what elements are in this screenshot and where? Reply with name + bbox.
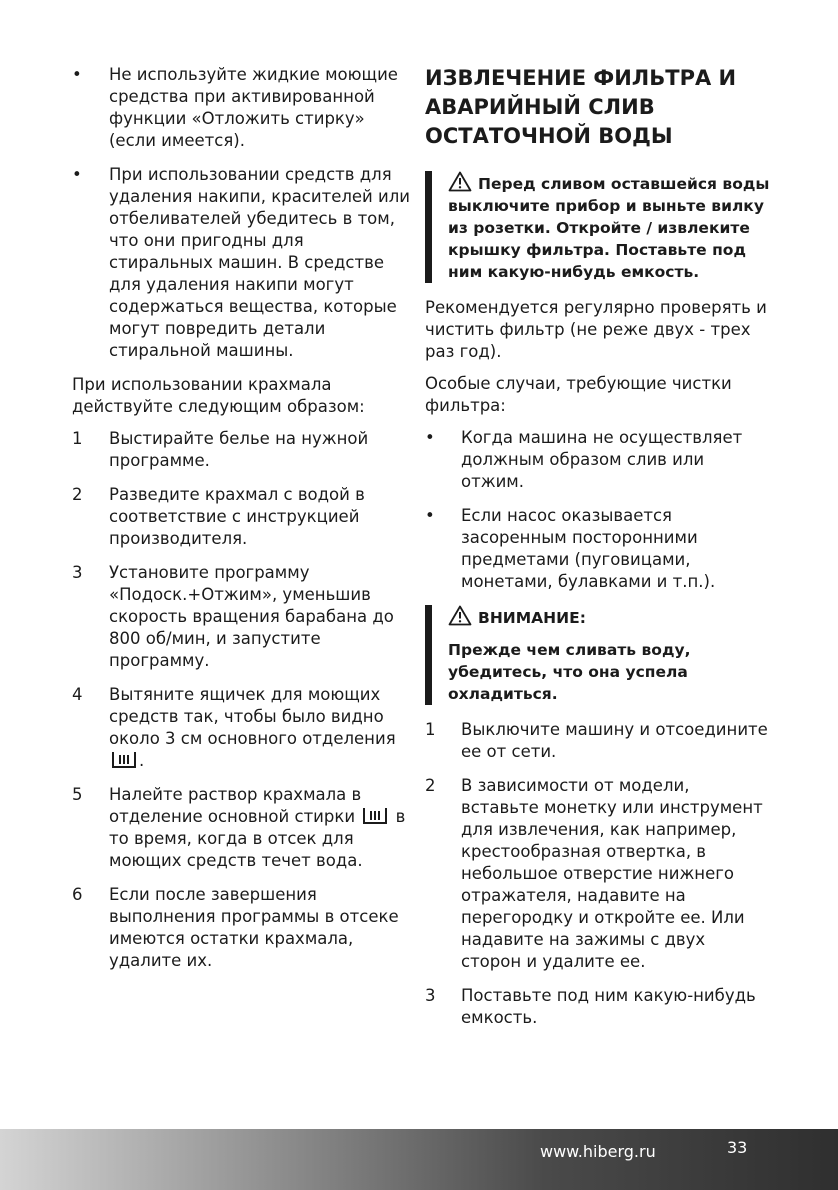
page-number: 33 — [727, 1138, 748, 1157]
step-number: 3 — [425, 986, 436, 1005]
step-text: Налейте раствор крахмала в отделение основной стирки — [109, 785, 362, 826]
bullet-text: При использовании средств для удаления накипи, красителей или отбеливателей убедитесь в том, что они пригодны для стиральных машин. В средстве для удаления накипи могут содержаться вещества, которые могут повредить детали стиральной машины. — [109, 165, 411, 360]
step-number: 2 — [72, 485, 83, 504]
step-number: 4 — [72, 685, 83, 704]
step-text: Установите программу «Подоск.+Отжим», уменьшив скорость вращения барабана до 800 об/мин, и запустите программу. — [109, 563, 394, 670]
list-item — [72, 164, 412, 362]
warning-text — [448, 171, 770, 283]
warning-body: Перед сливом оставшейся воды выключите прибор и выньте вилку из розетки. Откройте / извлеките крышку фильтра. Поставьте под ним какую-нибудь емкость. — [448, 175, 770, 281]
attention-text: Прежде чем сливать воду, убедитесь, что она успела охладиться. — [448, 641, 691, 703]
bullet-marker: • — [425, 428, 435, 447]
starch-intro: При использовании крахмала действуйте следующим образом: — [72, 375, 365, 416]
bullet-marker: • — [72, 165, 82, 184]
step-text: В зависимости от модели, вставьте монетку или инструмент для извлечения, как например, крестообразная отвертка, в небольшое отверстие нижнего отражателя, надавите на перегородку и откройте ее. Или надавите на зажимы с двух сторон и удалите ее. — [461, 776, 763, 971]
step-item — [72, 684, 412, 772]
step-text: Вытяните ящичек для моющих средств так, чтобы было видно около 3 см основного отделения — [109, 685, 396, 748]
step-text: Поставьте под ним какую-нибудь емкость. — [461, 986, 756, 1027]
bullet-marker: • — [72, 65, 82, 84]
bullet-text: Когда машина не осуществляет должным образом слив или отжим. — [461, 428, 743, 491]
step-number: 1 — [425, 720, 436, 739]
website-url: www.hiberg.ru — [540, 1142, 656, 1161]
section-heading: ИЗВЛЕЧЕНИЕ ФИЛЬТРА И АВАРИЙНЫЙ СЛИВ ОСТАТОЧНОЙ ВОДЫ — [425, 66, 737, 148]
step-number: 1 — [72, 429, 83, 448]
warning-icon — [448, 605, 472, 626]
step-item — [72, 562, 412, 672]
list-item — [425, 505, 770, 593]
step-item — [72, 484, 412, 550]
bullet-text: Если насос оказывается засоренным посторонними предметами (пуговицами, монетами, булавками и т.п.). — [461, 506, 716, 591]
left-column — [72, 64, 412, 984]
step-text-end: . — [139, 751, 145, 770]
step-number: 2 — [425, 776, 436, 795]
step-number: 3 — [72, 563, 83, 582]
list-item — [425, 427, 770, 493]
step-text: Выключите машину и отсоедините ее от сети. — [461, 720, 768, 761]
step-item — [425, 985, 770, 1029]
step-number: 6 — [72, 885, 83, 904]
main-wash-compartment-icon — [362, 807, 388, 825]
step-item — [72, 884, 412, 972]
step-item — [425, 775, 770, 973]
warning-icon — [448, 171, 472, 192]
step-text: Выстирайте белье на нужной программе. — [109, 429, 369, 470]
step-item — [72, 428, 412, 472]
step-text: Если после завершения выполнения программы в отсеке имеются остатки крахмала, удалите их. — [109, 885, 399, 970]
list-item — [72, 64, 412, 152]
step-item — [72, 784, 412, 872]
attention-title — [448, 605, 770, 629]
right-column — [425, 64, 770, 1041]
step-text-end: в то время, когда в отсек для моющих средств течет вода. — [109, 807, 406, 870]
paragraph: Особые случаи, требующие чистки фильтра: — [425, 374, 732, 415]
main-wash-compartment-icon — [111, 751, 137, 769]
paragraph: Рекомендуется регулярно проверять и чистить фильтр (не реже двух - трех раз год). — [425, 298, 767, 361]
attention-label: ВНИМАНИЕ: — [478, 609, 586, 627]
attention-box — [425, 605, 770, 705]
step-number: 5 — [72, 785, 83, 804]
bullet-marker: • — [425, 506, 435, 525]
step-item — [425, 719, 770, 763]
page-footer — [0, 1129, 838, 1190]
step-text: Разведите крахмал с водой в соответствие с инструкцией производителя. — [109, 485, 365, 548]
warning-box — [425, 171, 770, 283]
bullet-text: Не используйте жидкие моющие средства при активированной функции «Отложить стирку» (если имеется). — [109, 65, 398, 150]
